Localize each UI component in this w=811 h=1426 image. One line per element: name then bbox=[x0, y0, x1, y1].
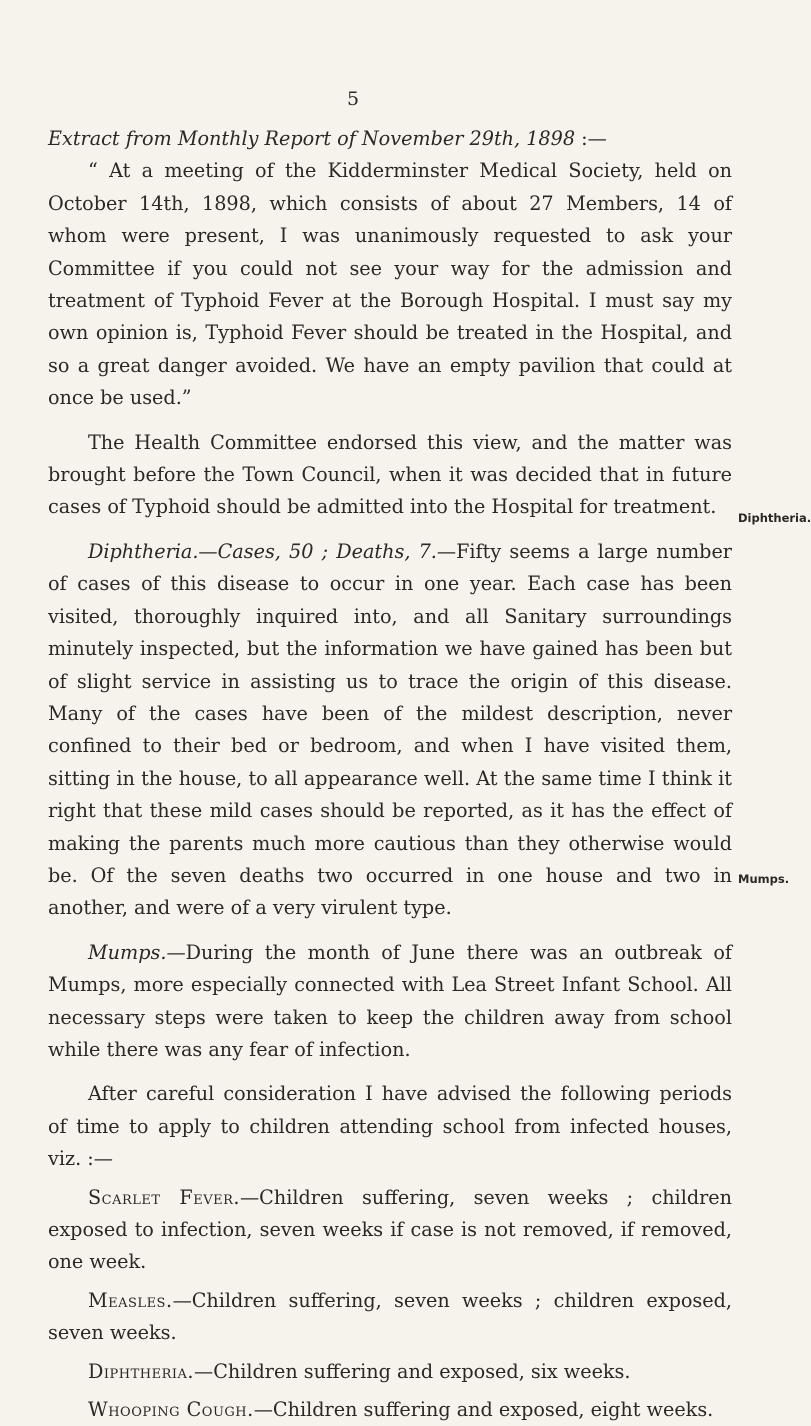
extract-title-tail: :— bbox=[575, 127, 607, 150]
mumps-heading: Mumps. bbox=[88, 940, 167, 964]
period-diphtheria bbox=[48, 1356, 732, 1388]
period-disease: Whooping Cough. bbox=[88, 1398, 254, 1422]
period-disease: Diphtheria. bbox=[88, 1359, 195, 1383]
period-text: —Children suffering, seven weeks ; children exposed to infection, seven weeks if case is not removed, if removed, one week. bbox=[48, 1185, 732, 1274]
period-disease: Scarlet Fever. bbox=[88, 1185, 240, 1209]
diphtheria-body: —Fifty seems a large number of cases of this disease to occur in one year. Each case has been visited, thoroughly inquired into, and all Sanitary surroundings minutely inspected, but the information we have gained has been but of slight service in assisting us to trace the origin of this disease. Many of the cases have been of the mildest description, never confined to their bed or bedroom, and when I have visited them, sitting in the house, to all appearance well. At the same time I think it right that these mild cases should be reported, as it has the effect of making the parents much more cautious than they otherwise would be. Of the seven deaths two occurred in one house and two in another, and were of a very virulent type. bbox=[48, 539, 732, 920]
extract-heading bbox=[48, 123, 732, 155]
extract-title: Extract from Monthly Report of November 29th, 1898 bbox=[48, 127, 576, 150]
page-number: 5 bbox=[346, 88, 360, 110]
extract-quote: “ At a meeting of the Kidderminster Medical Society, held on October 14th, 1898, which consists of about 27 Members, 14 of whom were present, I was unanimously requested to ask your Committee if you could not see your way for the admission and treatment of Typhoid Fever at the Borough Hospital. I must say my own opinion is, Typhoid Fever should be treated in the Hospital, and so a great danger avoided. We have an empty pavilion that could at once be used.” bbox=[48, 159, 732, 410]
period-whooping-cough bbox=[48, 1394, 732, 1426]
diphtheria-heading: Diphtheria.—Cases, 50 ; Deaths, 7. bbox=[88, 539, 437, 563]
health-committee-paragraph: The Health Committee endorsed this view, and the matter was brought before the Town Council, when it was decided that in future cases of Typhoid should be admitted into the Hospital for treatment. bbox=[48, 430, 732, 519]
period-text: —Children suffering and exposed, six weeks. bbox=[194, 1359, 631, 1383]
period-text: —Children suffering, seven weeks ; children exposed, seven weeks. bbox=[48, 1288, 732, 1345]
period-scarlet-fever bbox=[48, 1182, 732, 1279]
margin-note-diphtheria: Diphtheria. bbox=[738, 511, 811, 525]
period-measles bbox=[48, 1285, 732, 1350]
body-text bbox=[48, 123, 732, 1426]
mumps-paragraph bbox=[48, 937, 732, 1067]
advice-intro: After careful consideration I have advised the following periods of time to apply to children attending school from infected houses, viz. :— bbox=[48, 1082, 732, 1171]
period-text: —Children suffering and exposed, eight weeks. bbox=[253, 1398, 714, 1422]
period-disease: Measles. bbox=[88, 1288, 173, 1312]
mumps-body: —During the month of June there was an outbreak of Mumps, more especially connected with Lea Street Infant School. All necessary steps were taken to keep the children away from school while there was any fear of infection. bbox=[48, 940, 732, 1061]
diphtheria-paragraph bbox=[48, 536, 732, 925]
margin-note-mumps: Mumps. bbox=[738, 872, 790, 886]
